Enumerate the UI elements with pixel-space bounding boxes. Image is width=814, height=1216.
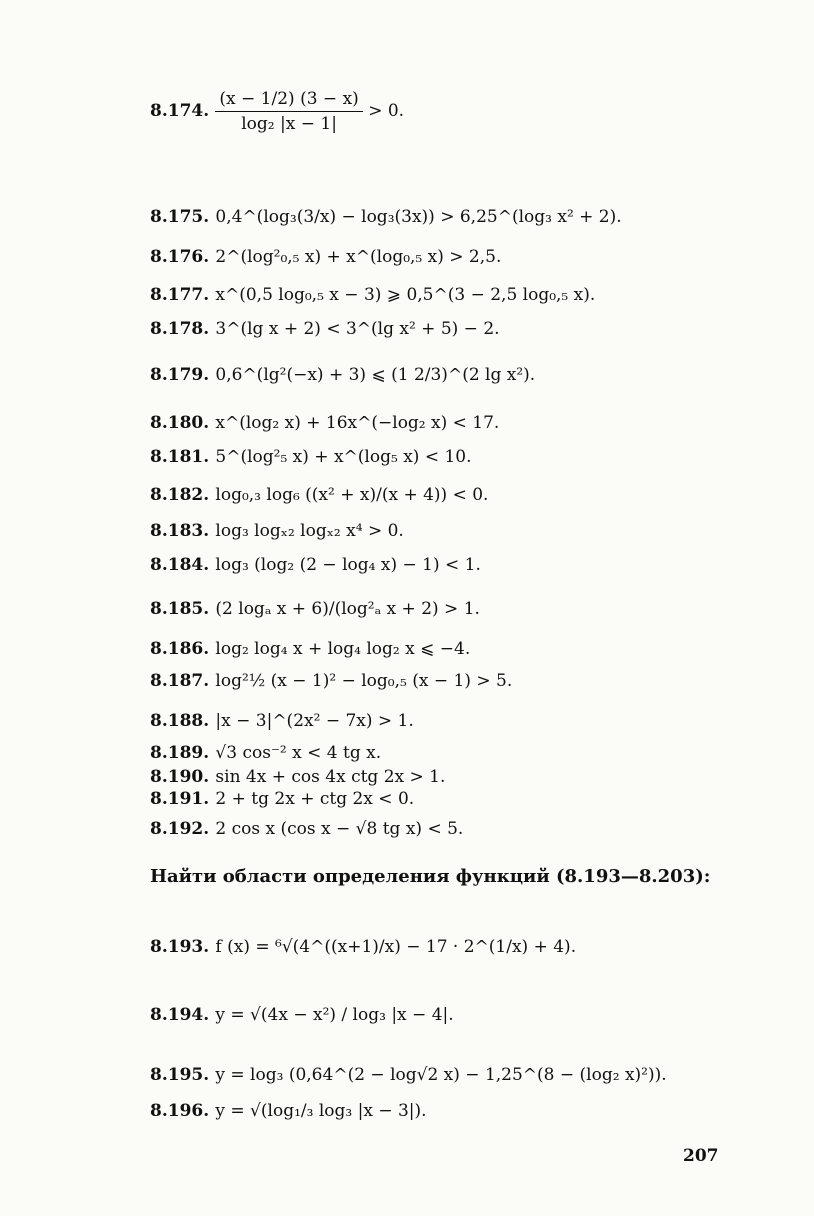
- problem-expression: 3^(lg x + 2) < 3^(lg x² + 5) − 2.: [215, 319, 500, 339]
- page-number: 207: [683, 1146, 719, 1166]
- numerator: (x − 1/2) (3 − x): [215, 88, 362, 112]
- problem-number: 8.194.: [150, 1005, 210, 1025]
- problem-number: 8.196.: [150, 1101, 210, 1121]
- problem-expression: y = √(4x − x²) / log₃ |x − 4|.: [215, 1005, 454, 1025]
- problem-number: 8.179.: [150, 365, 210, 385]
- problem-8-196: [150, 1100, 774, 1122]
- problem-expression: sin 4x + cos 4x ctg 2x > 1.: [215, 767, 446, 787]
- problem-expression: (2 logₐ x + 6)/(log²ₐ x + 2) > 1.: [215, 599, 480, 619]
- problem-number: 8.181.: [150, 447, 210, 467]
- problem-8-189: [150, 742, 774, 764]
- problem-number: 8.177.: [150, 285, 210, 305]
- problem-expression: log₀,₃ log₆ ((x² + x)/(x + 4)) < 0.: [215, 485, 489, 505]
- problem-8-181: [150, 446, 774, 468]
- problem-expression: log₂ log₄ x + log₄ log₂ x ⩽ −4.: [215, 639, 471, 659]
- inequality-rest: > 0.: [368, 101, 405, 121]
- problem-expression: √3 cos⁻² x < 4 tg x.: [215, 743, 382, 763]
- problem-expression: log₃ logₓ₂ logₓ₂ x⁴ > 0.: [215, 521, 404, 541]
- problem-expression: 0,4^(log₃(3/x) − log₃(3x)) > 6,25^(log₃ x² + 2).: [215, 207, 622, 227]
- problem-expression: 2^(log²₀,₅ x) + x^(log₀,₅ x) > 2,5.: [215, 247, 502, 267]
- problem-8-177: [150, 284, 774, 306]
- problem-number: 8.195.: [150, 1065, 210, 1085]
- section-heading: Найти области определения функций (8.193—8.203):: [150, 866, 711, 887]
- problem-8-175: [150, 206, 774, 228]
- problem-expression: log²½ (x − 1)² − log₀,₅ (x − 1) > 5.: [215, 671, 513, 691]
- problem-expression: x^(log₂ x) + 16x^(−log₂ x) < 17.: [215, 413, 500, 433]
- problem-expression: |x − 3|^(2x² − 7x) > 1.: [215, 711, 414, 731]
- problem-8-180: [150, 412, 774, 434]
- problem-expression: 2 cos x (cos x − √8 tg x) < 5.: [215, 819, 464, 839]
- denominator: log₂ |x − 1|: [241, 114, 337, 134]
- fraction: [215, 88, 362, 135]
- problem-number: 8.175.: [150, 207, 210, 227]
- problem-expression: f (x) = ⁶√(4^((x+1)/x) − 17 · 2^(1/x) + 4).: [215, 937, 577, 957]
- problem-number: 8.186.: [150, 639, 210, 659]
- problem-8-182: [150, 484, 774, 506]
- problem-number: 8.193.: [150, 937, 210, 957]
- problem-number: 8.178.: [150, 319, 210, 339]
- problem-number: 8.180.: [150, 413, 210, 433]
- problem-expression: x^(0,5 log₀,₅ x − 3) ⩾ 0,5^(3 − 2,5 log₀,₅ x).: [215, 285, 596, 305]
- problem-number: 8.185.: [150, 599, 210, 619]
- problem-8-186: [150, 638, 774, 660]
- problem-8-193: [150, 936, 774, 958]
- problem-expression: 0,6^(lg²(−x) + 3) ⩽ (1 2/3)^(2 lg x²).: [215, 365, 536, 385]
- problem-number: 8.187.: [150, 671, 210, 691]
- problem-number: 8.174.: [150, 101, 210, 121]
- problem-8-179: [150, 364, 774, 386]
- problem-expression: log₃ (log₂ (2 − log₄ x) − 1) < 1.: [215, 555, 481, 575]
- problem-expression: y = log₃ (0,64^(2 − log√2 x) − 1,25^(8 − (log₂ x)²)).: [215, 1065, 667, 1085]
- problem-number: 8.189.: [150, 743, 210, 763]
- problem-8-192: [150, 818, 774, 840]
- problem-8-185: [150, 598, 774, 620]
- problem-8-187: [150, 670, 774, 692]
- problem-expression: 2 + tg 2x + ctg 2x < 0.: [215, 789, 415, 809]
- problem-8-178: [150, 318, 774, 340]
- problem-number: 8.188.: [150, 711, 210, 731]
- problem-number: 8.192.: [150, 819, 210, 839]
- problem-8-188: [150, 710, 774, 732]
- problem-expression: y = √(log₁/₃ log₃ |x − 3|).: [215, 1101, 427, 1121]
- problem-8-195: [150, 1064, 774, 1086]
- problem-8-174: [150, 88, 774, 135]
- problem-8-176: [150, 246, 774, 268]
- problem-number: 8.190.: [150, 767, 210, 787]
- problem-8-194: [150, 1004, 774, 1026]
- problem-number: 8.184.: [150, 555, 210, 575]
- problem-8-190: [150, 766, 774, 788]
- problem-number: 8.183.: [150, 521, 210, 541]
- problem-8-191: [150, 788, 774, 810]
- problem-expression: 5^(log²₅ x) + x^(log₅ x) < 10.: [215, 447, 472, 467]
- problem-8-183: [150, 520, 774, 542]
- problem-8-184: [150, 554, 774, 576]
- problem-number: 8.176.: [150, 247, 210, 267]
- problem-number: 8.182.: [150, 485, 210, 505]
- problem-number: 8.191.: [150, 789, 210, 809]
